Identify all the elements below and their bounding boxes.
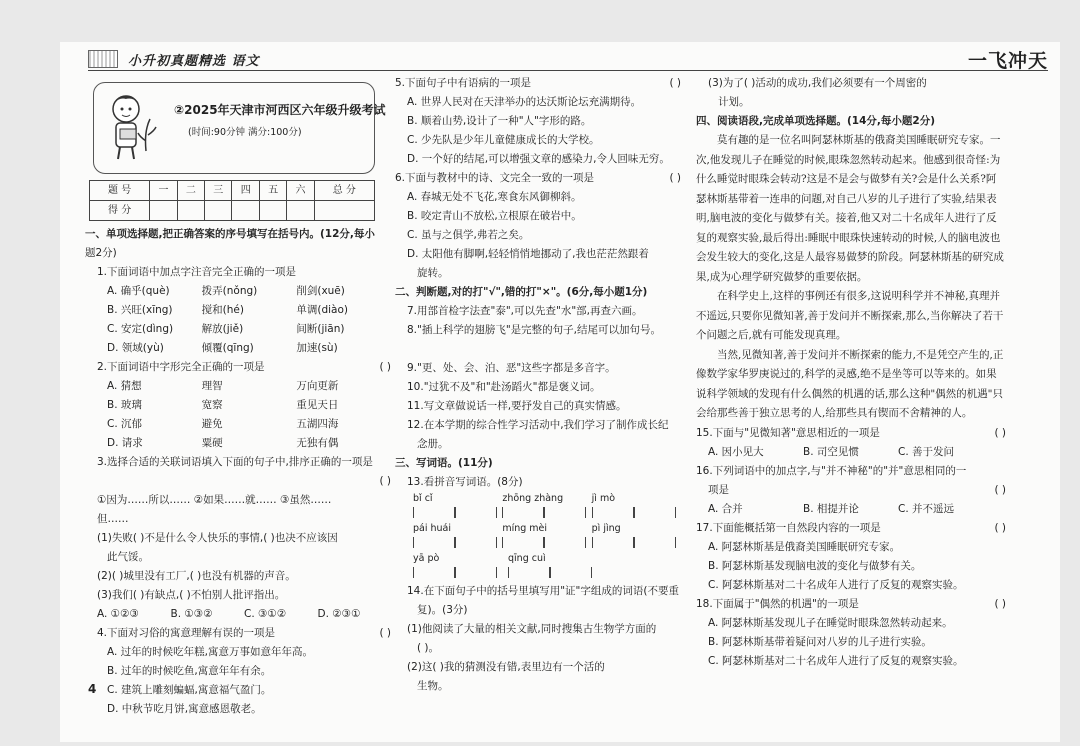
q4-option: A. 过年的时候吃年糕,寓意万事如意年年高。 — [107, 646, 314, 658]
q6-option: C. 虽与之俱学,弗若之矣。 — [407, 229, 530, 241]
q14-sentence-3-cont: 计划。 — [718, 96, 750, 108]
score-cell[interactable] — [205, 201, 232, 221]
pinyin-row: pái huái míng mèi pì jìng — [413, 523, 621, 534]
q3-sentence-2: (2)( )城里没有工厂,( )也没有机器的声音。 — [97, 570, 296, 582]
score-cell[interactable] — [150, 201, 177, 221]
score-label-cell: 得 分 — [90, 201, 150, 221]
q1-option-row: A. 确乎(què) 拨弄(nǒng) 削剑(xuē) — [107, 285, 345, 297]
q6-option-cont: 旋转。 — [417, 267, 449, 279]
q3-sentence-3: (3)我们( )有缺点,( )不怕别人批评指出。 — [97, 589, 286, 601]
answer-paren[interactable]: ( ) — [669, 172, 681, 184]
question-9: 9."更、处、会、泊、恶"这些字都是多音字。 — [407, 362, 616, 374]
answer-paren[interactable]: ( ) — [994, 483, 1006, 496]
score-header-cell: 题 号 — [90, 181, 150, 201]
q3-sentence-1: (1)失败( )不是什么令人快乐的事情,( )也决不应该因 — [97, 532, 338, 544]
q1-option-row: B. 兴旺(xīng) 搅和(hé) 单调(diào) — [107, 304, 348, 316]
reading-paragraph-3: 当然,见微知著,善于发问并不断探索的能力,不是凭空产生的,正像数学家华罗庚说过的,科学的灵感,绝不是坐等可以等来的。如果说科学领域的发现有什么偶然的机遇的话,那么这种"偶然的机遇"只会给那些善于独立思考的人,给那些具有锲而不舍精神的人。 — [696, 348, 1004, 419]
pinyin-row: bǐ cǐ zhōng zhàng jì mò — [413, 493, 616, 504]
pinyin-row: yā pò qīng cuì — [413, 553, 546, 564]
section-1-points: 题2分) — [85, 247, 117, 259]
section-1-heading: 一、单项选择题,把正确答案的序号填写在括号内。(12分,每小 — [85, 228, 375, 240]
answer-box-row[interactable] — [395, 536, 681, 552]
q14-sentence-3: (3)为了( )活动的成功,我们必须要有一个周密的 — [708, 77, 927, 89]
score-cell[interactable] — [232, 201, 259, 221]
series-title: 小升初真题精选 语文 — [128, 54, 260, 69]
question-6: 6.下面与教材中的诗、文完全一致的一项是 ( ) — [395, 169, 681, 188]
brand-logo: 一飞冲天 — [967, 50, 1048, 72]
answer-paren[interactable]: ( ) — [379, 627, 391, 639]
q2-option-row: C. 沉郁 避免 五湖四海 — [107, 418, 339, 430]
reading-paragraph-2: 在科学史上,这样的事例还有很多,这说明科学并不神秘,真理并不遥远,只要你见微知著,善于发问并不断探索,那么,当你解决了若干个问题之后,就有可能发现真理。 — [696, 290, 1004, 341]
question-11: 11.写文章做说话一样,要抒发自己的真实情感。 — [407, 400, 627, 412]
q6-option: D. 太阳他有脚啊,轻轻悄悄地挪动了,我也茫茫然跟着 — [407, 248, 649, 260]
exam-sheet — [60, 42, 1060, 742]
book-logo-icon — [88, 50, 118, 68]
page-number: 4 — [88, 682, 97, 696]
score-cell[interactable] — [177, 201, 204, 221]
reading-paragraph-1: 莫有趣的是一位名叫阿瑟林斯基的俄裔美国睡眠研究专家。一次,他发现儿子在睡觉的时候,眼珠忽然转动起来。他感到很奇怪:为什么睡觉时眼珠会转动?这是不是会与做梦有关?会是什么关系?阿瑟林斯基带着一连串的问题,对自己八岁的儿子进行了实验,结果表明,脑电波的变化与做梦有关。接着,他又对二十名成年人进行了反复的观察实验,最后得出:睡眠中眼珠快速转动的时候,人的脑电波也会发生较大的变化,这是人最容易做梦的阶段。阿瑟林斯基的研究成果,成为心理学研究做梦的重要依据。 — [696, 134, 1004, 283]
q14-sentence-2-cont: 生物。 — [417, 680, 449, 692]
column-right — [696, 74, 1006, 671]
score-header-cell: 六 — [287, 181, 314, 201]
q2-option-row: D. 请求 粟硬 无独有偶 — [107, 437, 339, 449]
q14-sentence-1: (1)他阅读了大量的相关文献,同时搜集古生物学方面的 — [407, 623, 657, 635]
column-left — [85, 74, 391, 719]
q15-options: A. 因小见大 B. 司空见惯 C. 善于发问 — [708, 445, 955, 458]
score-header-cell: 三 — [205, 181, 232, 201]
answer-paren[interactable]: ( ) — [669, 77, 681, 89]
q5-option: C. 少先队是少年儿童健康成长的大学校。 — [407, 134, 600, 146]
answer-paren[interactable]: ( ) — [379, 475, 391, 487]
q14-sentence-2: (2)这( )我的猜测没有错,表里边有一个活的 — [407, 661, 605, 673]
question-3: 3.选择合适的关联词语填入下面的句子中,排序正确的一项是 — [97, 456, 373, 468]
score-header-cell: 四 — [232, 181, 259, 201]
page-header — [88, 48, 1048, 71]
section-3-heading: 三、写词语。(11分) — [395, 457, 493, 469]
q3-options: A. ①②③ B. ①③② C. ③①② D. ②③① — [97, 608, 361, 620]
column-middle — [395, 74, 681, 696]
q5-option: A. 世界人民对在天津举办的达沃斯论坛充满期待。 — [407, 96, 642, 108]
q2-option-row: A. 猜想 理智 万向更新 — [107, 380, 339, 392]
q6-option: B. 咬定青山不放松,立根原在破岩中。 — [407, 210, 582, 222]
answer-paren[interactable]: ( ) — [994, 597, 1006, 610]
answer-paren[interactable]: ( ) — [379, 361, 391, 373]
answer-paren[interactable]: ( ) — [994, 426, 1006, 439]
answer-box-row[interactable] — [395, 506, 681, 522]
score-table — [89, 180, 375, 221]
q17-option: C. 阿瑟林斯基对二十名成年人进行了反复的观察实验。 — [708, 578, 964, 591]
q4-option: B. 过年的时候吃鱼,寓意年年有余。 — [107, 665, 272, 677]
question-12: 12.在本学期的综合性学习活动中,我们学习了制作成长纪 — [407, 419, 669, 431]
exam-info: (时间:90分钟 满分:100分) — [188, 127, 302, 138]
answer-box-row[interactable] — [395, 566, 681, 582]
q18-option: A. 阿瑟林斯基发现儿子在睡觉时眼珠忽然转动起来。 — [708, 616, 953, 629]
q17-option: B. 阿瑟林斯基发现脑电波的变化与做梦有关。 — [708, 559, 922, 572]
q16-options: A. 合并 B. 相提并论 C. 并不遥远 — [708, 502, 955, 515]
question-18: 18.下面属于"偶然的机遇"的一项是 ( ) — [696, 595, 1006, 614]
question-17: 17.下面能概括第一自然段内容的一项是 ( ) — [696, 519, 1006, 538]
q3-conjunctions: ①因为……所以…… ②如果……就…… ③虽然…… — [97, 494, 332, 506]
section-2-heading: 二、判断题,对的打"√",错的打"×"。(6分,每小题1分) — [395, 286, 648, 298]
exam-title-box — [93, 82, 386, 174]
q17-option: A. 阿瑟林斯基是俄裔美国睡眠研究专家。 — [708, 540, 901, 553]
q4-option: D. 中秋节吃月饼,寓意感恩敬老。 — [107, 703, 262, 715]
section-4-heading: 四、阅读语段,完成单项选择题。(14分,每小题2分) — [696, 115, 935, 127]
q5-option: B. 顺着山势,设计了一种"人"字形的路。 — [407, 115, 592, 127]
q3-sentence-1-cont: 此气馁。 — [107, 551, 149, 563]
question-10: 10."过犹不及"和"赴汤蹈火"都是褒义词。 — [407, 381, 601, 393]
question-2: 2.下面词语中字形完全正确的一项是 ( ) — [85, 358, 391, 377]
question-12-cont: 念册。 — [417, 438, 449, 450]
question-5: 5.下面句子中有语病的一项是 ( ) — [395, 74, 681, 93]
question-8: 8."插上科学的翅膀飞"是完整的句子,结尾可以加句号。 — [407, 324, 662, 336]
q4-option: C. 建筑上雕刻蝙蝠,寓意福气盈门。 — [107, 684, 272, 696]
score-cell[interactable] — [287, 201, 314, 221]
q1-option-row: D. 领域(yù) 倾覆(qīng) 加速(sù) — [107, 342, 338, 354]
score-header-cell: 一 — [150, 181, 177, 201]
question-1: 1.下面词语中加点字注音完全正确的一项是 — [97, 266, 297, 278]
q1-option-row: C. 安定(dìng) 解放(jiě) 间断(jiān) — [107, 323, 345, 335]
question-14-cont: 复)。(3分) — [417, 604, 468, 616]
question-4: 4.下面对习俗的寓意理解有误的一项是 ( ) — [85, 624, 391, 643]
question-14: 14.在下面句子中的括号里填写用"证"字组成的词语(不要重 — [407, 585, 679, 597]
q18-option: B. 阿瑟林斯基带着疑问对八岁的儿子进行实验。 — [708, 635, 932, 648]
q5-option: D. 一个好的结尾,可以增强文章的感染力,令人回味无穷。 — [407, 153, 670, 165]
q18-option: C. 阿瑟林斯基对二十名成年人进行了反复的观察实验。 — [708, 654, 964, 667]
question-15: 15.下面与"见微知著"意思相近的一项是 ( ) — [696, 424, 1006, 443]
q3-conjunctions-cont: 但…… — [97, 513, 129, 525]
answer-paren[interactable]: ( ) — [994, 521, 1006, 534]
child-reading-icon — [106, 91, 158, 163]
score-header-cell: 二 — [177, 181, 204, 201]
exam-title: ②2025年天津市河西区六年级升级考试 — [174, 103, 386, 117]
score-cell[interactable] — [259, 201, 286, 221]
question-16: 16.下列词语中的加点字,与"并不神秘"的"并"意思相同的一 — [696, 464, 967, 477]
question-16-cont: 项是 ( ) — [696, 481, 1006, 500]
question-13: 13.看拼音写词语。(8分) — [407, 476, 523, 488]
q6-option: A. 春城无处不飞花,寒食东风御柳斜。 — [407, 191, 582, 203]
q2-option-row: B. 玻璃 宽察 重见天日 — [107, 399, 339, 411]
score-cell[interactable] — [314, 201, 374, 221]
q14-blank[interactable]: ( )。 — [417, 642, 440, 654]
score-header-cell: 总 分 — [314, 181, 374, 201]
question-7: 7.用部首检字法查"泰",可以先查"水"部,再查六画。 — [407, 305, 643, 317]
score-header-cell: 五 — [259, 181, 286, 201]
